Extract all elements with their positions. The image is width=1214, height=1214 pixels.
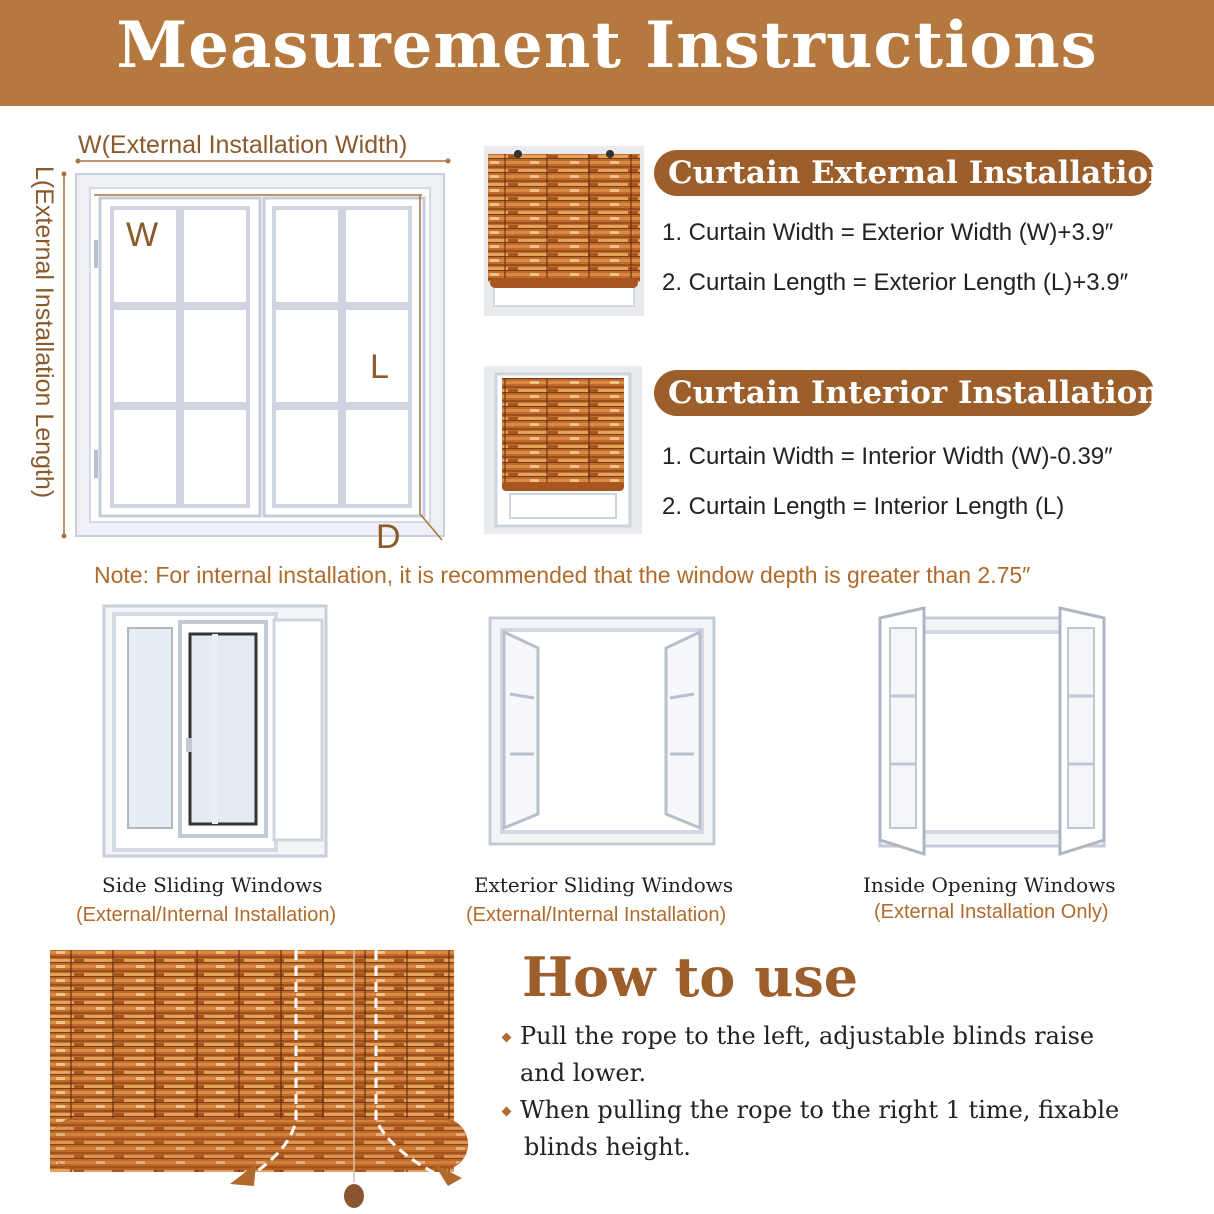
how-to-use-title: How to use xyxy=(522,945,859,1009)
exterior-sliding-window-image xyxy=(488,614,716,846)
bullet-2-line-1: When pulling the rope to the right 1 time, fixable xyxy=(520,1096,1120,1124)
width-dimension-label: W(External Installation Width) xyxy=(78,131,408,159)
inside-opening-window-image xyxy=(876,604,1108,860)
side-sliding-title: Side Sliding Windows xyxy=(102,873,323,897)
side-sliding-subtitle: (External/Internal Installation) xyxy=(76,904,337,926)
depth-note: Note: For internal installation, it is recommended that the window depth is greater than 2.75″ xyxy=(94,562,1031,588)
w-marker: W xyxy=(126,216,159,254)
exterior-sliding-title: Exterior Sliding Windows xyxy=(474,873,734,897)
exterior-sliding-subtitle: (External/Internal Installation) xyxy=(466,904,727,926)
external-length-rule: 2. Curtain Length = Exterior Length (L)+3.9″ xyxy=(662,269,1129,296)
external-installation-image xyxy=(484,146,644,316)
interior-length-rule: 2. Curtain Length = Interior Length (L) xyxy=(662,493,1065,520)
blind-usage-image xyxy=(50,950,480,1212)
length-dimension-label: L(External Installation Length) xyxy=(30,166,58,499)
bullet-1-icon xyxy=(502,1033,512,1043)
external-width-rule: 1. Curtain Width = Exterior Width (W)+3.9″ xyxy=(662,219,1114,246)
interior-installation-title: Curtain Interior Installation xyxy=(654,370,1154,416)
bullet-2-line-2: blinds height. xyxy=(524,1133,691,1161)
interior-width-rule: 1. Curtain Width = Interior Width (W)-0.39″ xyxy=(662,443,1113,470)
interior-installation-image xyxy=(484,366,642,534)
page-title: Measurement Instructions xyxy=(116,8,1098,83)
inside-opening-subtitle: (External Installation Only) xyxy=(874,901,1109,923)
header-banner xyxy=(0,0,1214,106)
bullet-2-icon xyxy=(502,1107,512,1117)
d-marker: D xyxy=(376,518,401,556)
window-diagram xyxy=(30,150,460,550)
inside-opening-title: Inside Opening Windows xyxy=(863,873,1116,897)
external-installation-title: Curtain External Installation xyxy=(654,150,1154,196)
bullet-1-line-2: and lower. xyxy=(520,1059,647,1087)
bullet-1-line-1: Pull the rope to the left, adjustable blinds raise xyxy=(520,1022,1095,1050)
side-sliding-window-image xyxy=(100,598,330,860)
l-marker: L xyxy=(370,348,389,386)
